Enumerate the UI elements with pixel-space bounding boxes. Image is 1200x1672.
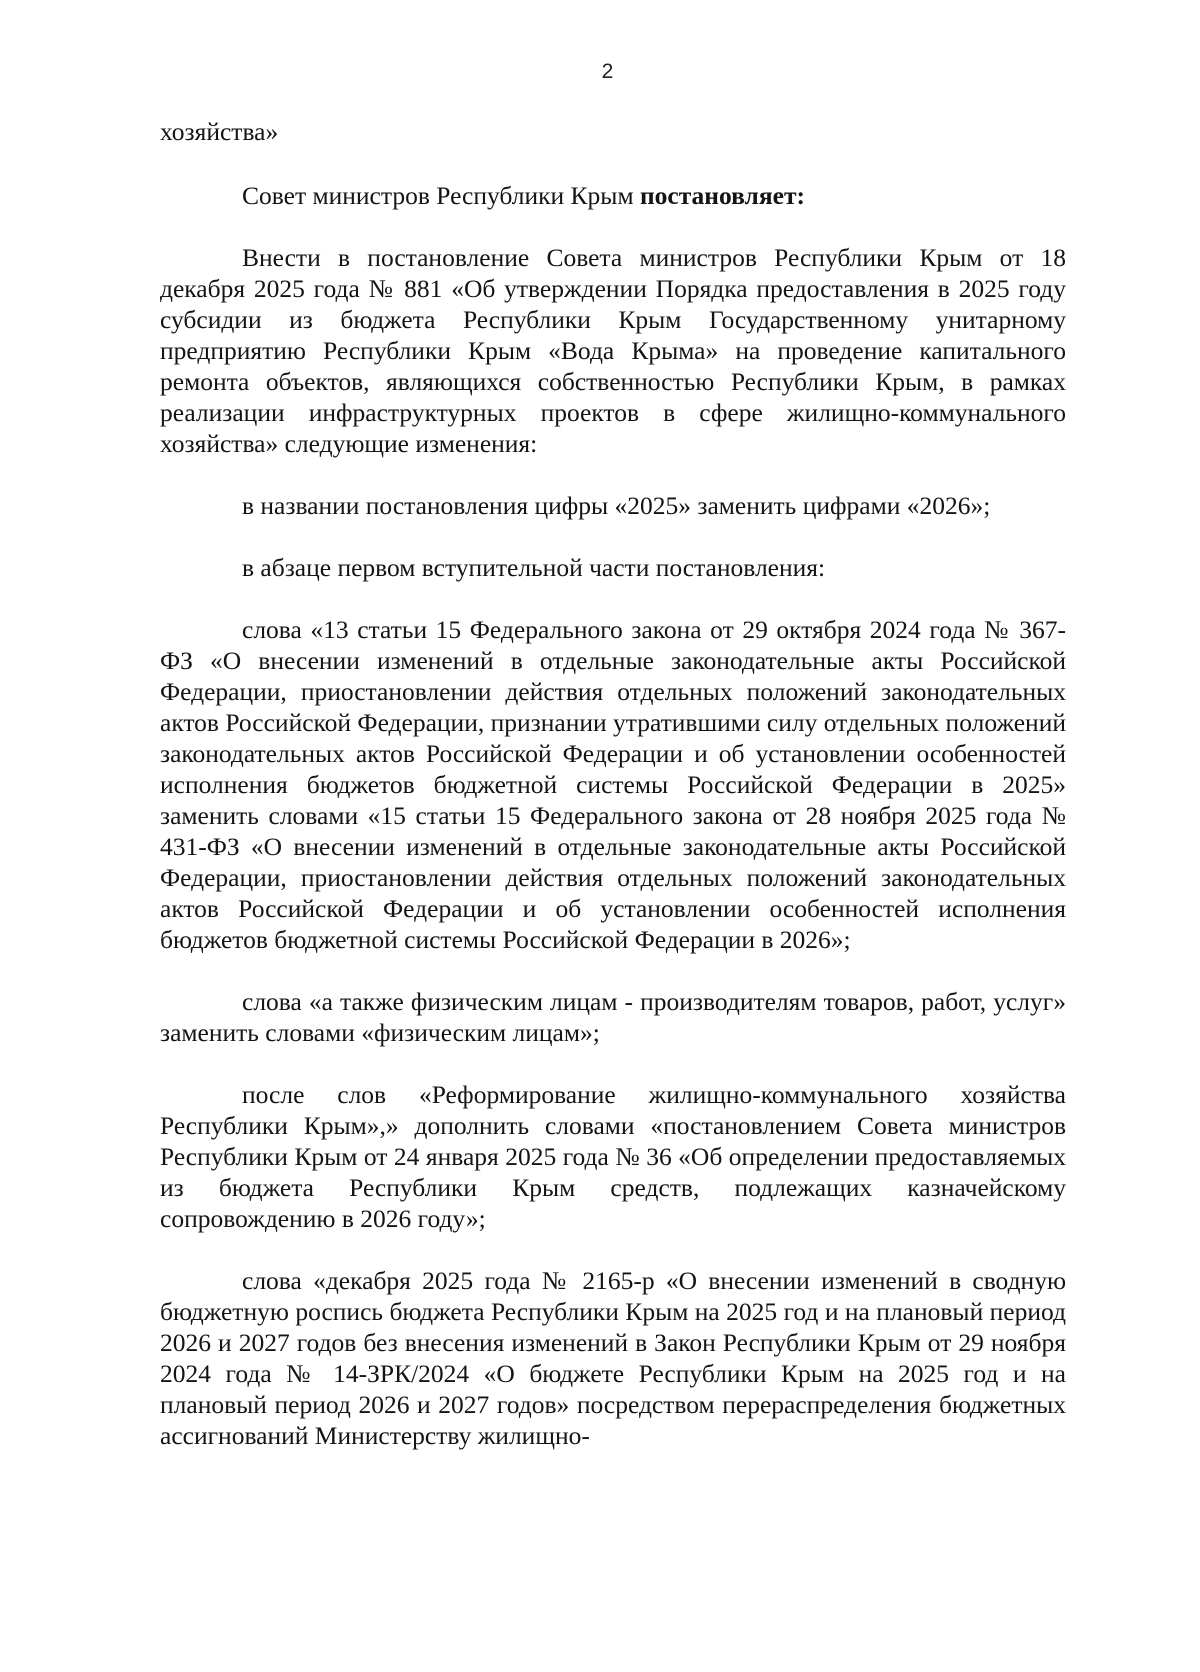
- continuation-line: хозяйства»: [160, 117, 279, 146]
- paragraph-federal-law-change: слова «13 статьи 15 Федерального закона от 29 октября 2024 года № 367-ФЗ «О внесении изменений в отдельные законодательные акты Российской Федерации, приостановлении действия отдельных положений законодательных актов Российской Федерации, признании утратившими силу отдельных положений законодательных актов Российской Федерации и об установлении особенностей исполнения бюджетов бюджетной системы Российской Федерации в 2025» заменить словами «15 статьи 15 Федерального закона от 28 ноября 2025 года № 431-ФЗ «О внесении изменений в отдельные законодательные акты Российской Федерации, приостановлении действия отдельных положений законодательных актов Российской Федерации и об установлении особенностей исполнения бюджетов бюджетной системы Российской Федерации в 2026»;: [160, 615, 1066, 954]
- paragraph-amendment-intro: Внести в постановление Совета министров Республики Крым от 18 декабря 2025 года № 881 «Об утверждении Порядка предоставления в 2025 году субсидии из бюджета Республики Крым Государственному унитарному предприятию Республики Крым «Вода Крыма» на проведение капитального ремонта объектов, являющихся собственностью Республики Крым, в рамках реализации инфраструктурных проектов в сфере жилищно-коммунального хозяйства» следующие изменения:: [160, 243, 1066, 458]
- document-body: [160, 116, 1066, 1482]
- paragraph-budget-order-change: слова «декабря 2025 года № 2165-р «О внесении изменений в сводную бюджетную роспись бюджета Республики Крым на 2025 год и на плановый период 2026 и 2027 годов без внесения изменений в Закон Республики Крым от 29 ноября 2024 года № 14-ЗРК/2024 «О бюджете Республики Крым на 2025 год и на плановый период 2026 и 2027 годов» посредством перераспределения бюджетных ассигнований Министерству жилищно-: [160, 1266, 1066, 1450]
- paragraph-individuals-change: слова «а также физическим лицам - производителям товаров, работ, услуг» заменить словами «физическим лицам»;: [160, 987, 1066, 1047]
- preamble-verb: постановляет:: [639, 181, 805, 210]
- page-number: 2: [601, 60, 614, 83]
- preamble-text: Совет министров Республики Крым: [242, 181, 640, 210]
- preamble-paragraph: [160, 180, 1066, 211]
- paragraph-title-change: в названии постановления цифры «2025» заменить цифрами «2026»;: [242, 491, 991, 520]
- paragraph-preamble-heading: в абзаце первом вступительной части постановления:: [242, 553, 826, 582]
- paragraph-treasury-addition: после слов «Реформирование жилищно-коммунального хозяйства Республики Крым»,» дополнить словами «постановлением Совета министров Республики Крым от 24 января 2025 года № 36 «Об определении предоставляемых из бюджета Республики Крым средств, подлежащих казначейскому сопровождению в 2026 году»;: [160, 1080, 1066, 1233]
